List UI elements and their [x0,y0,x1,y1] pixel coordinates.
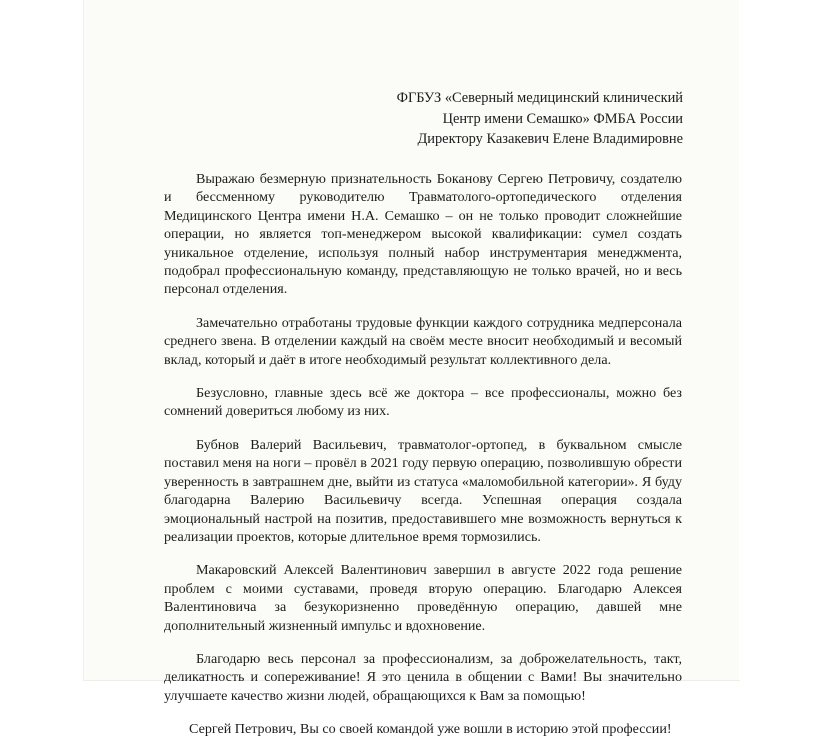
addressee-block [397,88,683,150]
paragraph-staff-thanks: Благодарю весь персонал за профессионализм, за доброжелательность, такт, деликатность и сопереживание! Я это ценила в общении с Вами! Вы значительно улучшаете качество жизни людей, обращающихся к Вам за помощью! [164,650,682,704]
paragraph-makarovsky: Макаровский Алексей Валентинович завершил в августе 2022 года решение проблем с моими суставами, проведя вторую операцию. Благодарю Алексея Валентиновича за безукоризненно проведённую операцию, давшей мне дополнительный жизненный импульс и вдохновение. [164,562,682,634]
background-margin [739,0,818,680]
addressee-line-2: Центр имени Семашко» ФМБА России [442,110,683,127]
letter-page [84,0,739,738]
addressee-line-3: Директору Казакевич Елене Владимировне [417,131,683,147]
paragraph-gratitude-bokanov: Выражаю безмерную признательность Боканову Сергею Петровичу, создателю и бессменному руководителю Травматолого-ортопедического отделения Медицинского Центра имени Н.А. Семашко – он не только проводит сложнейшие операции, но является топ-менеджером высокой квалификации: сумел создать уникальное отделение, используя полный набор инструментария менеджмента, подобрал профессиональную команду, представляющую не только врачей, но и весь персонал отделения. [164,171,682,298]
paragraph-nursing-staff: Замечательно отработаны трудовые функции каждого сотрудника медперсонала среднего звена. В отделении каждый на своём месте вносит необходимый и весомый вклад, который и даёт в итоге необходимый результат коллективного дела. [164,314,682,368]
letter-body [164,170,682,754]
addressee-line-1: ФГБУЗ «Северный медицинский клинический [396,90,683,106]
paragraph-closing: Сергей Петрович, Вы со своей командой уже вошли в историю этой профессии! [189,721,672,738]
paragraph-doctors: Безусловно, главные здесь всё же доктора – все профессионалы, можно без сомнений довериться любому из них. [164,385,682,420]
paragraph-bubnov: Бубнов Валерий Васильевич, травматолог-ортопед, в буквальном смысле поставил меня на ноги – провёл в 2021 году первую операцию, позволившую обрести уверенность в завтрашнем дне, выйти из статуса «маломобильной категории». Я буду благодарна Валерию Васильевичу всегда. Успешная операция создала эмоциональный настрой на позитив, предоставившего мне возможность вернуться к реализации проектов, которые длительное время тормозились. [164,436,682,545]
